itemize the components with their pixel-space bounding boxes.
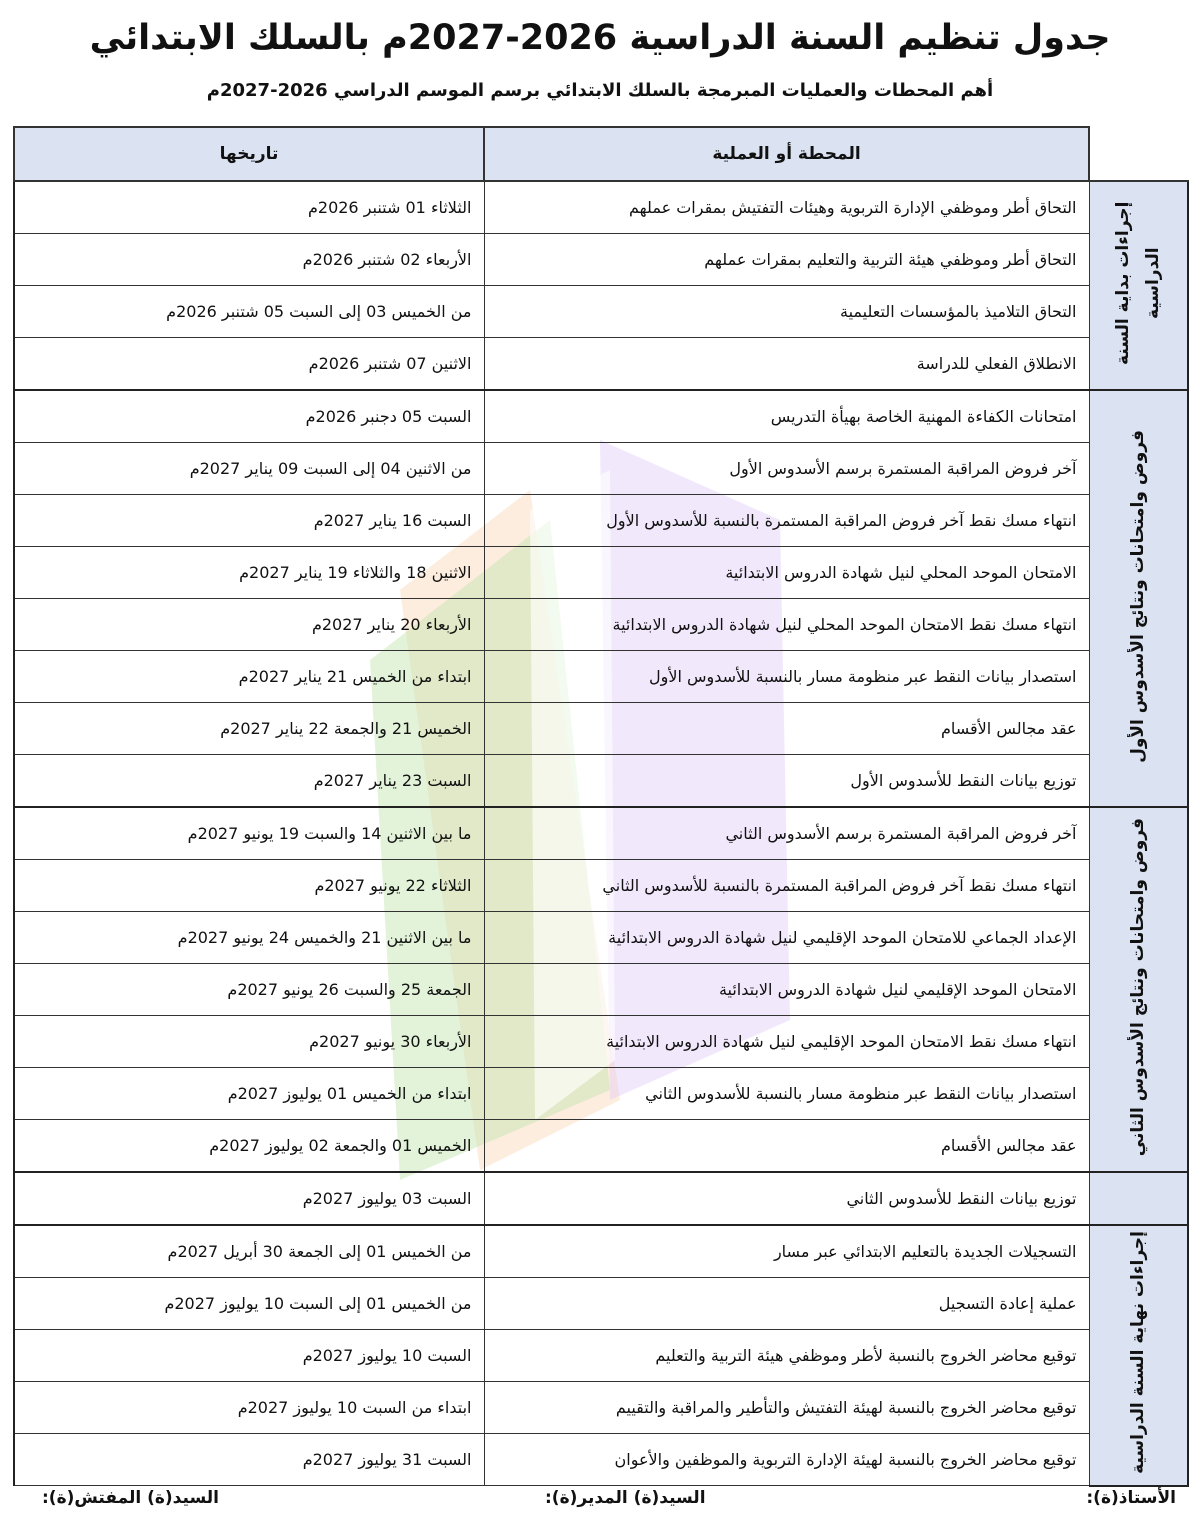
station-cell: انتهاء مسك نقط الامتحان الموحد المحلي لنيل شهادة الدروس الابتدائية: [484, 599, 1089, 651]
date-cell: الاثنين 18 والثلاثاء 19 يناير 2027م: [14, 547, 484, 599]
table-row: [14, 860, 1188, 912]
section-label-cell: [1089, 807, 1188, 1172]
date-cell: السبت 05 دجنبر 2026م: [14, 390, 484, 443]
station-cell: الإعداد الجماعي للامتحان الموحد الإقليمي لنيل شهادة الدروس الابتدائية: [484, 912, 1089, 964]
footer-director-label: السيد(ة) المدير(ة):: [545, 1488, 706, 1508]
station-cell: عقد مجالس الأقسام: [484, 703, 1089, 755]
section-label: إجراءات نهاية السنة الدراسية: [1128, 1231, 1149, 1475]
table-row: [14, 338, 1188, 391]
date-cell: الأربعاء 30 يونيو 2027م: [14, 1016, 484, 1068]
station-cell: استصدار بيانات النقط عبر منظومة مسار بالنسبة للأسدوس الأول: [484, 651, 1089, 703]
header-empty-cell: [1089, 127, 1188, 181]
date-cell: الخميس 01 والجمعة 02 يوليوز 2027م: [14, 1120, 484, 1173]
page-subtitle: [0, 76, 1200, 106]
table-row: [14, 1278, 1188, 1330]
signature-footer: [0, 1488, 1200, 1516]
date-cell: من الاثنين 04 إلى السبت 09 يناير 2027م: [14, 443, 484, 495]
table-row: [14, 1172, 1188, 1225]
station-cell: انتهاء مسك نقط آخر فروض المراقبة المستمرة بالنسبة للأسدوس الثاني: [484, 860, 1089, 912]
date-cell: الجمعة 25 والسبت 26 يونيو 2027م: [14, 964, 484, 1016]
table-row: [14, 1330, 1188, 1382]
station-cell: توقيع محاضر الخروج بالنسبة لأطر وموظفي هيئة التربية والتعليم: [484, 1330, 1089, 1382]
table-row: [14, 1068, 1188, 1120]
station-cell: عملية إعادة التسجيل: [484, 1278, 1089, 1330]
date-cell: ما بين الاثنين 14 والسبت 19 يونيو 2027م: [14, 807, 484, 860]
station-cell: الانطلاق الفعلي للدراسة: [484, 338, 1089, 391]
table-row: [14, 1382, 1188, 1434]
station-cell: عقد مجالس الأقسام: [484, 1120, 1089, 1173]
page-subtitle-text: أهم المحطات والعمليات المبرمجة بالسلك الابتدائي برسم الموسم الدراسي 2026-2027م: [206, 80, 994, 101]
date-cell: السبت 16 يناير 2027م: [14, 495, 484, 547]
date-cell: الخميس 21 والجمعة 22 يناير 2027م: [14, 703, 484, 755]
station-cell: توقيع محاضر الخروج بالنسبة لهيئة التفتيش والتأطير والمراقبة والتقييم: [484, 1382, 1089, 1434]
station-cell: التحاق أطر وموظفي الإدارة التربوية وهيئات التفتيش بمقرات عملهم: [484, 181, 1089, 234]
section-label: إجراءات بداية السنة الدراسية: [1113, 201, 1164, 365]
date-cell: الثلاثاء 01 شتنبر 2026م: [14, 181, 484, 234]
station-cell: توزيع بيانات النقط للأسدوس الثاني: [484, 1172, 1089, 1225]
header-date: تاريخها: [14, 127, 484, 181]
date-cell: ابتداء من الخميس 21 يناير 2027م: [14, 651, 484, 703]
station-cell: التسجيلات الجديدة بالتعليم الابتدائي عبر مسار: [484, 1225, 1089, 1278]
table-row: [14, 703, 1188, 755]
table-row: [14, 443, 1188, 495]
table-header-row: [14, 127, 1188, 181]
station-cell: توقيع محاضر الخروج بالنسبة لهيئة الإدارة التربوية والموظفين والأعوان: [484, 1434, 1089, 1486]
table-row: [14, 181, 1188, 234]
table-row: [14, 1225, 1188, 1278]
table-row: [14, 390, 1188, 443]
date-cell: ابتداء من السبت 10 يوليوز 2027م: [14, 1382, 484, 1434]
section-label-cell: [1089, 1225, 1188, 1486]
header-station: المحطة أو العملية: [484, 127, 1089, 181]
station-cell: استصدار بيانات النقط عبر منظومة مسار بالنسبة للأسدوس الثاني: [484, 1068, 1089, 1120]
date-cell: ابتداء من الخميس 01 يوليوز 2027م: [14, 1068, 484, 1120]
station-cell: انتهاء مسك نقط الامتحان الموحد الإقليمي لنيل شهادة الدروس الابتدائية: [484, 1016, 1089, 1068]
page-title: جدول تنظيم السنة الدراسية 2026-2027م بالسلك الابتدائي: [89, 18, 1111, 58]
table-row: [14, 1016, 1188, 1068]
table-row: [14, 234, 1188, 286]
station-cell: الامتحان الموحد الإقليمي لنيل شهادة الدروس الابتدائية: [484, 964, 1089, 1016]
section-label: فروض وامتحانات ونتائج الأسدوس الثاني: [1128, 817, 1149, 1157]
date-cell: السبت 31 يوليوز 2027م: [14, 1434, 484, 1486]
table-row: [14, 286, 1188, 338]
table-row: [14, 547, 1188, 599]
date-cell: السبت 03 يوليوز 2027م: [14, 1172, 484, 1225]
table-row: [14, 912, 1188, 964]
section-label-cell: [1089, 1172, 1188, 1225]
date-cell: الأربعاء 20 يناير 2027م: [14, 599, 484, 651]
date-cell: الثلاثاء 22 يونيو 2027م: [14, 860, 484, 912]
date-cell: السبت 23 يناير 2027م: [14, 755, 484, 808]
station-cell: آخر فروض المراقبة المستمرة برسم الأسدوس الأول: [484, 443, 1089, 495]
date-cell: من الخميس 01 إلى الجمعة 30 أبريل 2027م: [14, 1225, 484, 1278]
station-cell: امتحانات الكفاءة المهنية الخاصة بهيأة التدريس: [484, 390, 1089, 443]
station-cell: آخر فروض المراقبة المستمرة برسم الأسدوس الثاني: [484, 807, 1089, 860]
station-cell: انتهاء مسك نقط آخر فروض المراقبة المستمرة بالنسبة للأسدوس الأول: [484, 495, 1089, 547]
table-row: [14, 807, 1188, 860]
station-cell: الامتحان الموحد المحلي لنيل شهادة الدروس الابتدائية: [484, 547, 1089, 599]
date-cell: ما بين الاثنين 21 والخميس 24 يونيو 2027م: [14, 912, 484, 964]
section-label: فروض وامتحانات ونتائج الأسدوس الأول: [1128, 429, 1149, 763]
date-cell: من الخميس 01 إلى السبت 10 يوليوز 2027م: [14, 1278, 484, 1330]
station-cell: التحاق التلاميذ بالمؤسسات التعليمية: [484, 286, 1089, 338]
date-cell: السبت 10 يوليوز 2027م: [14, 1330, 484, 1382]
section-label-cell: [1089, 390, 1188, 807]
schedule-table: [13, 126, 1189, 1487]
table-row: [14, 599, 1188, 651]
table-row: [14, 651, 1188, 703]
table-row: [14, 495, 1188, 547]
table-row: [14, 1120, 1188, 1173]
table-row: [14, 964, 1188, 1016]
table-row: [14, 1434, 1188, 1486]
date-cell: من الخميس 03 إلى السبت 05 شتنبر 2026م: [14, 286, 484, 338]
date-cell: الاثنين 07 شتنبر 2026م: [14, 338, 484, 391]
footer-inspector-label: السيد(ة) المفتش(ة):: [42, 1488, 219, 1508]
footer-teacher-label: الأستاذ(ة):: [1086, 1488, 1176, 1508]
date-cell: الأربعاء 02 شتنبر 2026م: [14, 234, 484, 286]
table-row: [14, 755, 1188, 808]
station-cell: التحاق أطر وموظفي هيئة التربية والتعليم بمقرات عملهم: [484, 234, 1089, 286]
station-cell: توزيع بيانات النقط للأسدوس الأول: [484, 755, 1089, 808]
section-label-cell: [1089, 181, 1188, 390]
